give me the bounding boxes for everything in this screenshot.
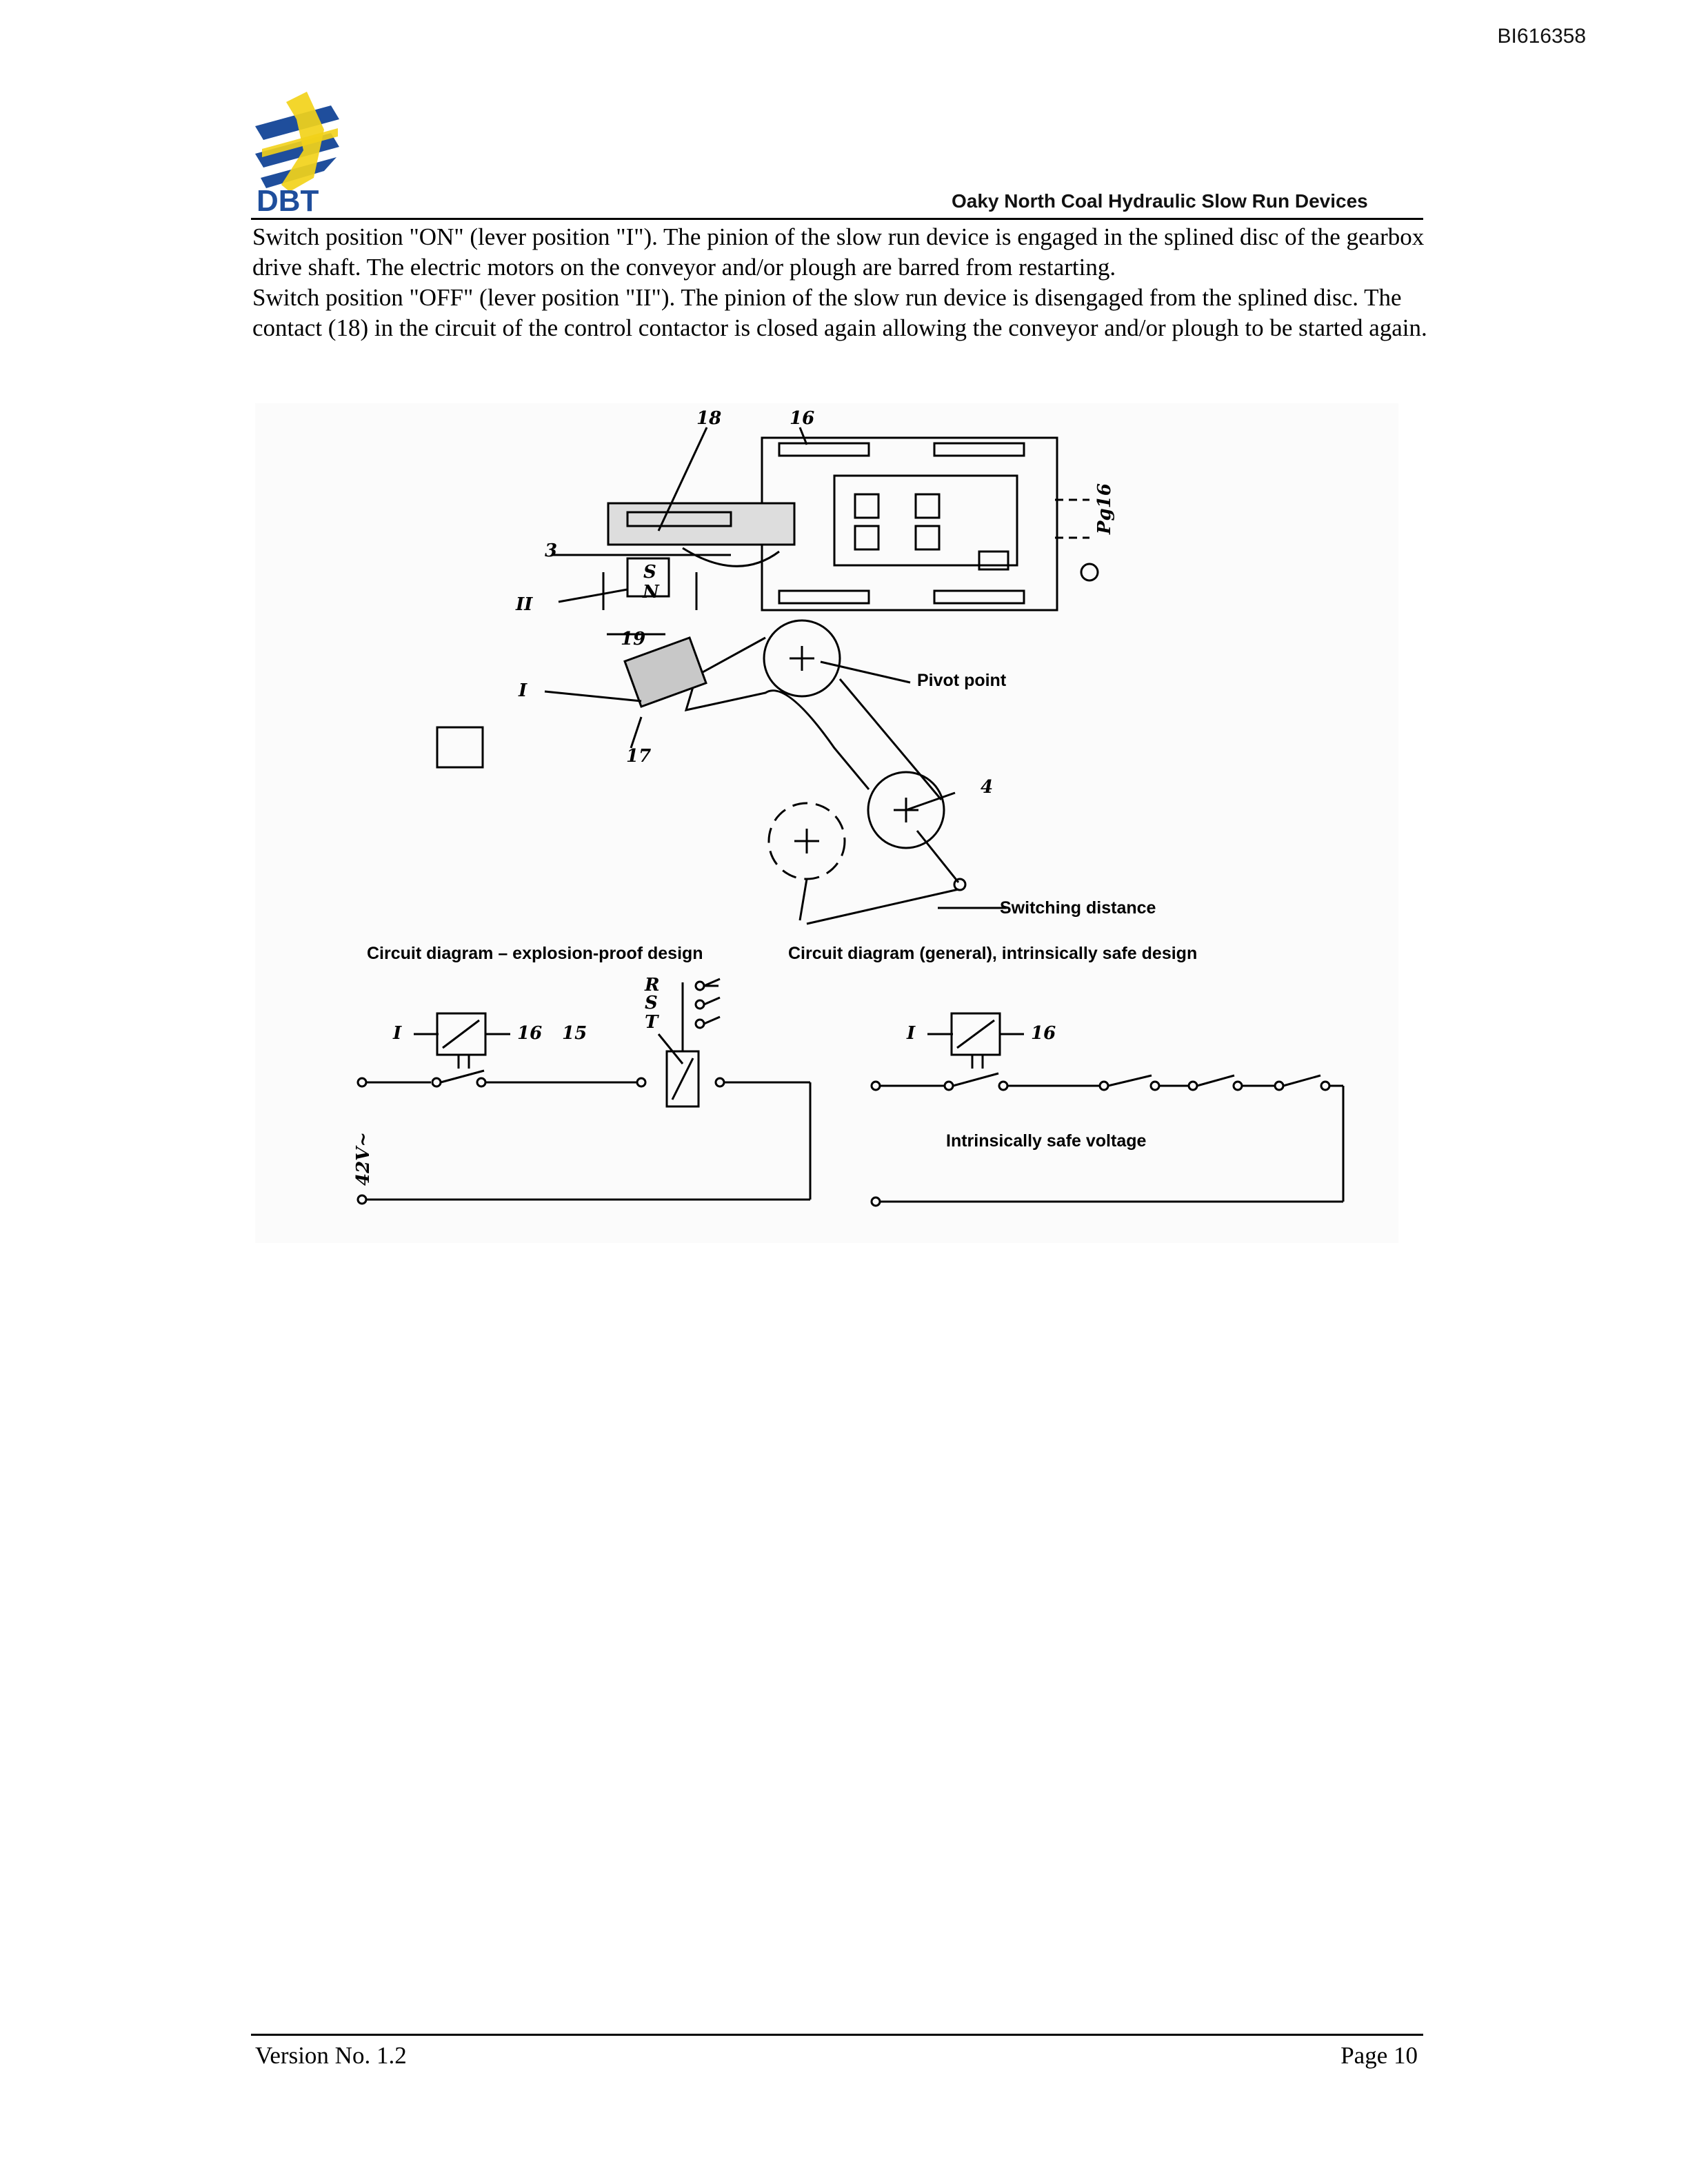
label-i: I [519,680,528,701]
label-t: T [645,1012,659,1033]
circuit-general-title: Circuit diagram (general), intrinsically safe design [788,944,1198,963]
label-ii: II [516,594,533,615]
document-id: BI616358 [1497,25,1586,48]
circuit-intrinsic-drawing [872,1013,1343,1206]
header-rule [251,218,1423,220]
label-16-left: 16 [517,1023,543,1044]
dbt-logo [248,88,352,212]
label-n-top: N [643,582,659,603]
footer-version: Version No. 1.2 [255,2042,407,2069]
label-i-left: I [393,1023,402,1044]
label-15: 15 [562,1023,587,1044]
label-42v: 42V~ [353,1131,374,1186]
label-s: S [645,993,658,1013]
circuit-explosion-drawing [358,727,810,1204]
header-title: Oaky North Coal Hydraulic Slow Run Devices [952,190,1368,212]
label-pg16: Pg16 [1094,483,1115,534]
circuit-explosion-title: Circuit diagram – explosion-proof design [367,944,703,963]
footer-rule [251,2034,1423,2036]
footer-page-number: Page 10 [1340,2042,1418,2069]
body-text [252,222,1438,343]
intrinsic-voltage-label: Intrinsically safe voltage [946,1131,1147,1151]
label-16-right: 16 [1031,1023,1056,1044]
label-17: 17 [626,746,652,767]
logo-text: DBT [257,184,319,212]
paragraph-on: Switch position "ON" (lever position "I"). The pinion of the slow run device is engaged in the splined disc of the gearbox drive shaft. The electric motors on the conveyor and/or plough are barred from restarting. [252,223,1425,281]
lever-drawing [545,620,1007,924]
label-i-right: I [907,1023,916,1044]
switching-distance-label: Switching distance [1000,898,1156,918]
label-18: 18 [696,408,722,429]
switch-housing-drawing [552,427,1098,634]
label-19: 19 [621,629,646,649]
label-s-top: S [643,562,656,583]
label-4: 4 [981,777,994,798]
label-16: 16 [790,408,815,429]
label-3: 3 [545,540,558,561]
pivot-point-label: Pivot point [917,671,1007,690]
paragraph-off: Switch position "OFF" (lever position "II"). The pinion of the slow run device is disengaged from the splined disc. The contact (18) in the circuit of the control contactor is closed again allowing the conveyor and/or plough to be started again. [252,284,1427,341]
label-r: R [645,975,660,995]
slow-run-switch-figure [255,403,1398,1243]
